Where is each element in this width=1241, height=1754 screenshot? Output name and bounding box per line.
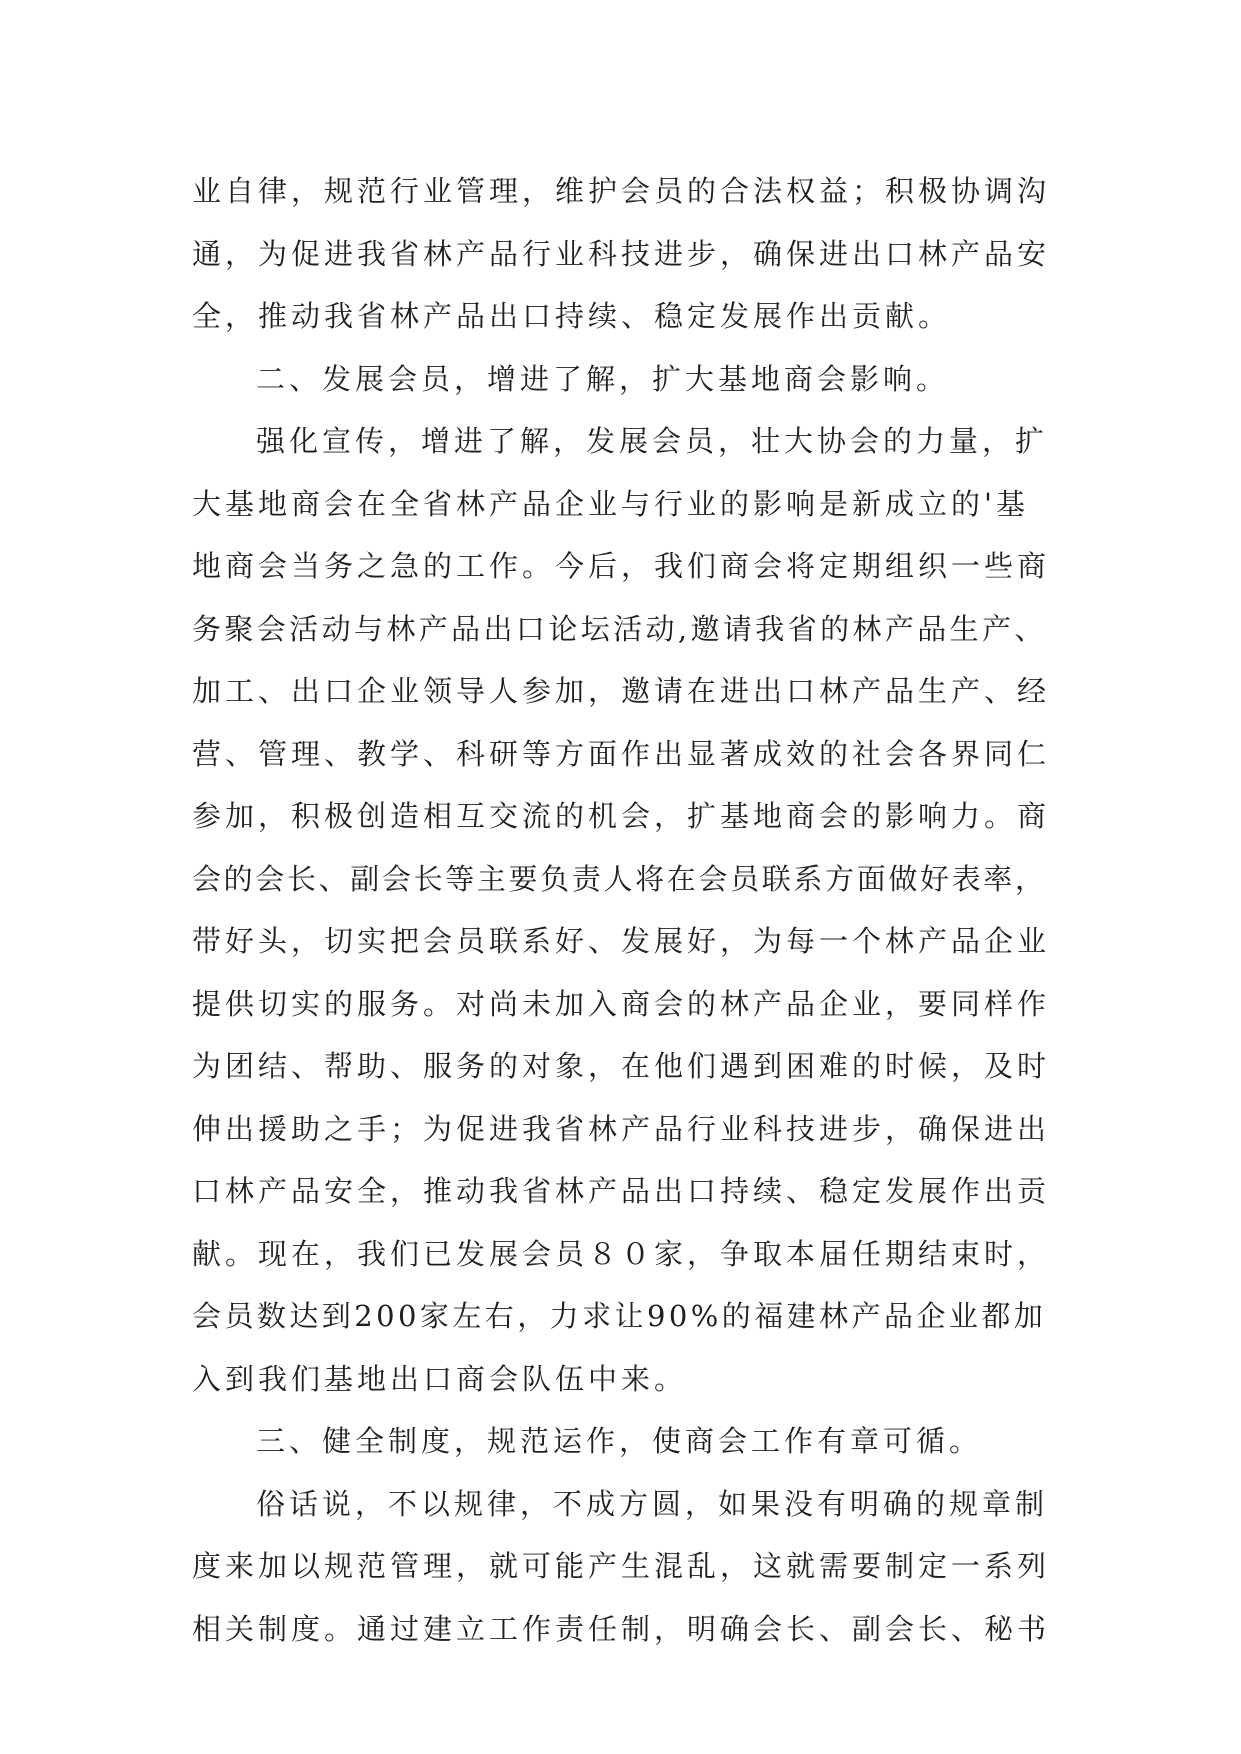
- text-line: 为团结、帮助、服务的对象，在他们遇到困难的时候，及时: [192, 1049, 1051, 1083]
- text-line: 口林产品安全，推动我省林产品出口持续、稳定发展作出贡: [192, 1174, 1051, 1208]
- text-line: 提供切实的服务。对尚未加入商会的林产品企业，要同样作: [192, 986, 1051, 1021]
- text-line: 大基地商会在全省林产品企业与行业的影响是新成立的'基: [192, 486, 1029, 521]
- text-line: 营、管理、教学、科研等方面作出显著成效的社会各界同仁: [192, 736, 1051, 771]
- text-line: 献。现在，我们已发展会员８０家，争取本届任期结束时，: [192, 1236, 1051, 1271]
- text-line: 通，为促进我省林产品行业科技进步，确保进出口林产品安: [192, 236, 1051, 271]
- text-line: 参加，积极创造相互交流的机会，扩基地商会的影响力。商: [192, 799, 1051, 833]
- text-line: 会员数达到200家左右，力求让90%的福建林产品企业都加: [192, 1299, 1047, 1333]
- text-line: 入到我们基地出口商会队伍中来。: [192, 1361, 688, 1396]
- text-line: 地商会当务之急的工作。今后，我们商会将定期组织一些商: [192, 549, 1051, 583]
- document-body: [192, 160, 1052, 1660]
- text-line: 务聚会活动与林产品出口论坛活动,邀请我省的林产品生产、: [192, 611, 1047, 646]
- text-line: 度来加以规范管理，就可能产生混乱，这就需要制定一系列: [192, 1549, 1051, 1583]
- text-line: 带好头，切实把会员联系好、发展好，为每一个林产品企业: [192, 924, 1051, 958]
- text-line: 业自律，规范行业管理，维护会员的合法权益；积极协调沟: [192, 174, 1051, 208]
- text-line: 伸出援助之手；为促进我省林产品行业科技进步，确保进出: [192, 1111, 1051, 1146]
- text-line: 相关制度。通过建立工作责任制，明确会长、副会长、秘书: [192, 1611, 1051, 1646]
- text-line: 俗话说，不以规律，不成方圆，如果没有明确的规章制: [256, 1486, 1049, 1521]
- text-line: 加工、出口企业领导人参加，邀请在进出口林产品生产、经: [192, 674, 1051, 708]
- text-line: 会的会长、副会长等主要负责人将在会员联系方面做好表率，: [192, 861, 1047, 896]
- text-line: 二、发展会员，增进了解，扩大基地商会影响。: [256, 361, 950, 396]
- text-line: 三、健全制度，规范运作，使商会工作有章可循。: [256, 1424, 983, 1458]
- text-line: 强化宣传，增进了解，发展会员，壮大协会的力量，扩: [256, 424, 1049, 458]
- text-line: 全，推动我省林产品出口持续、稳定发展作出贡献。: [192, 299, 952, 333]
